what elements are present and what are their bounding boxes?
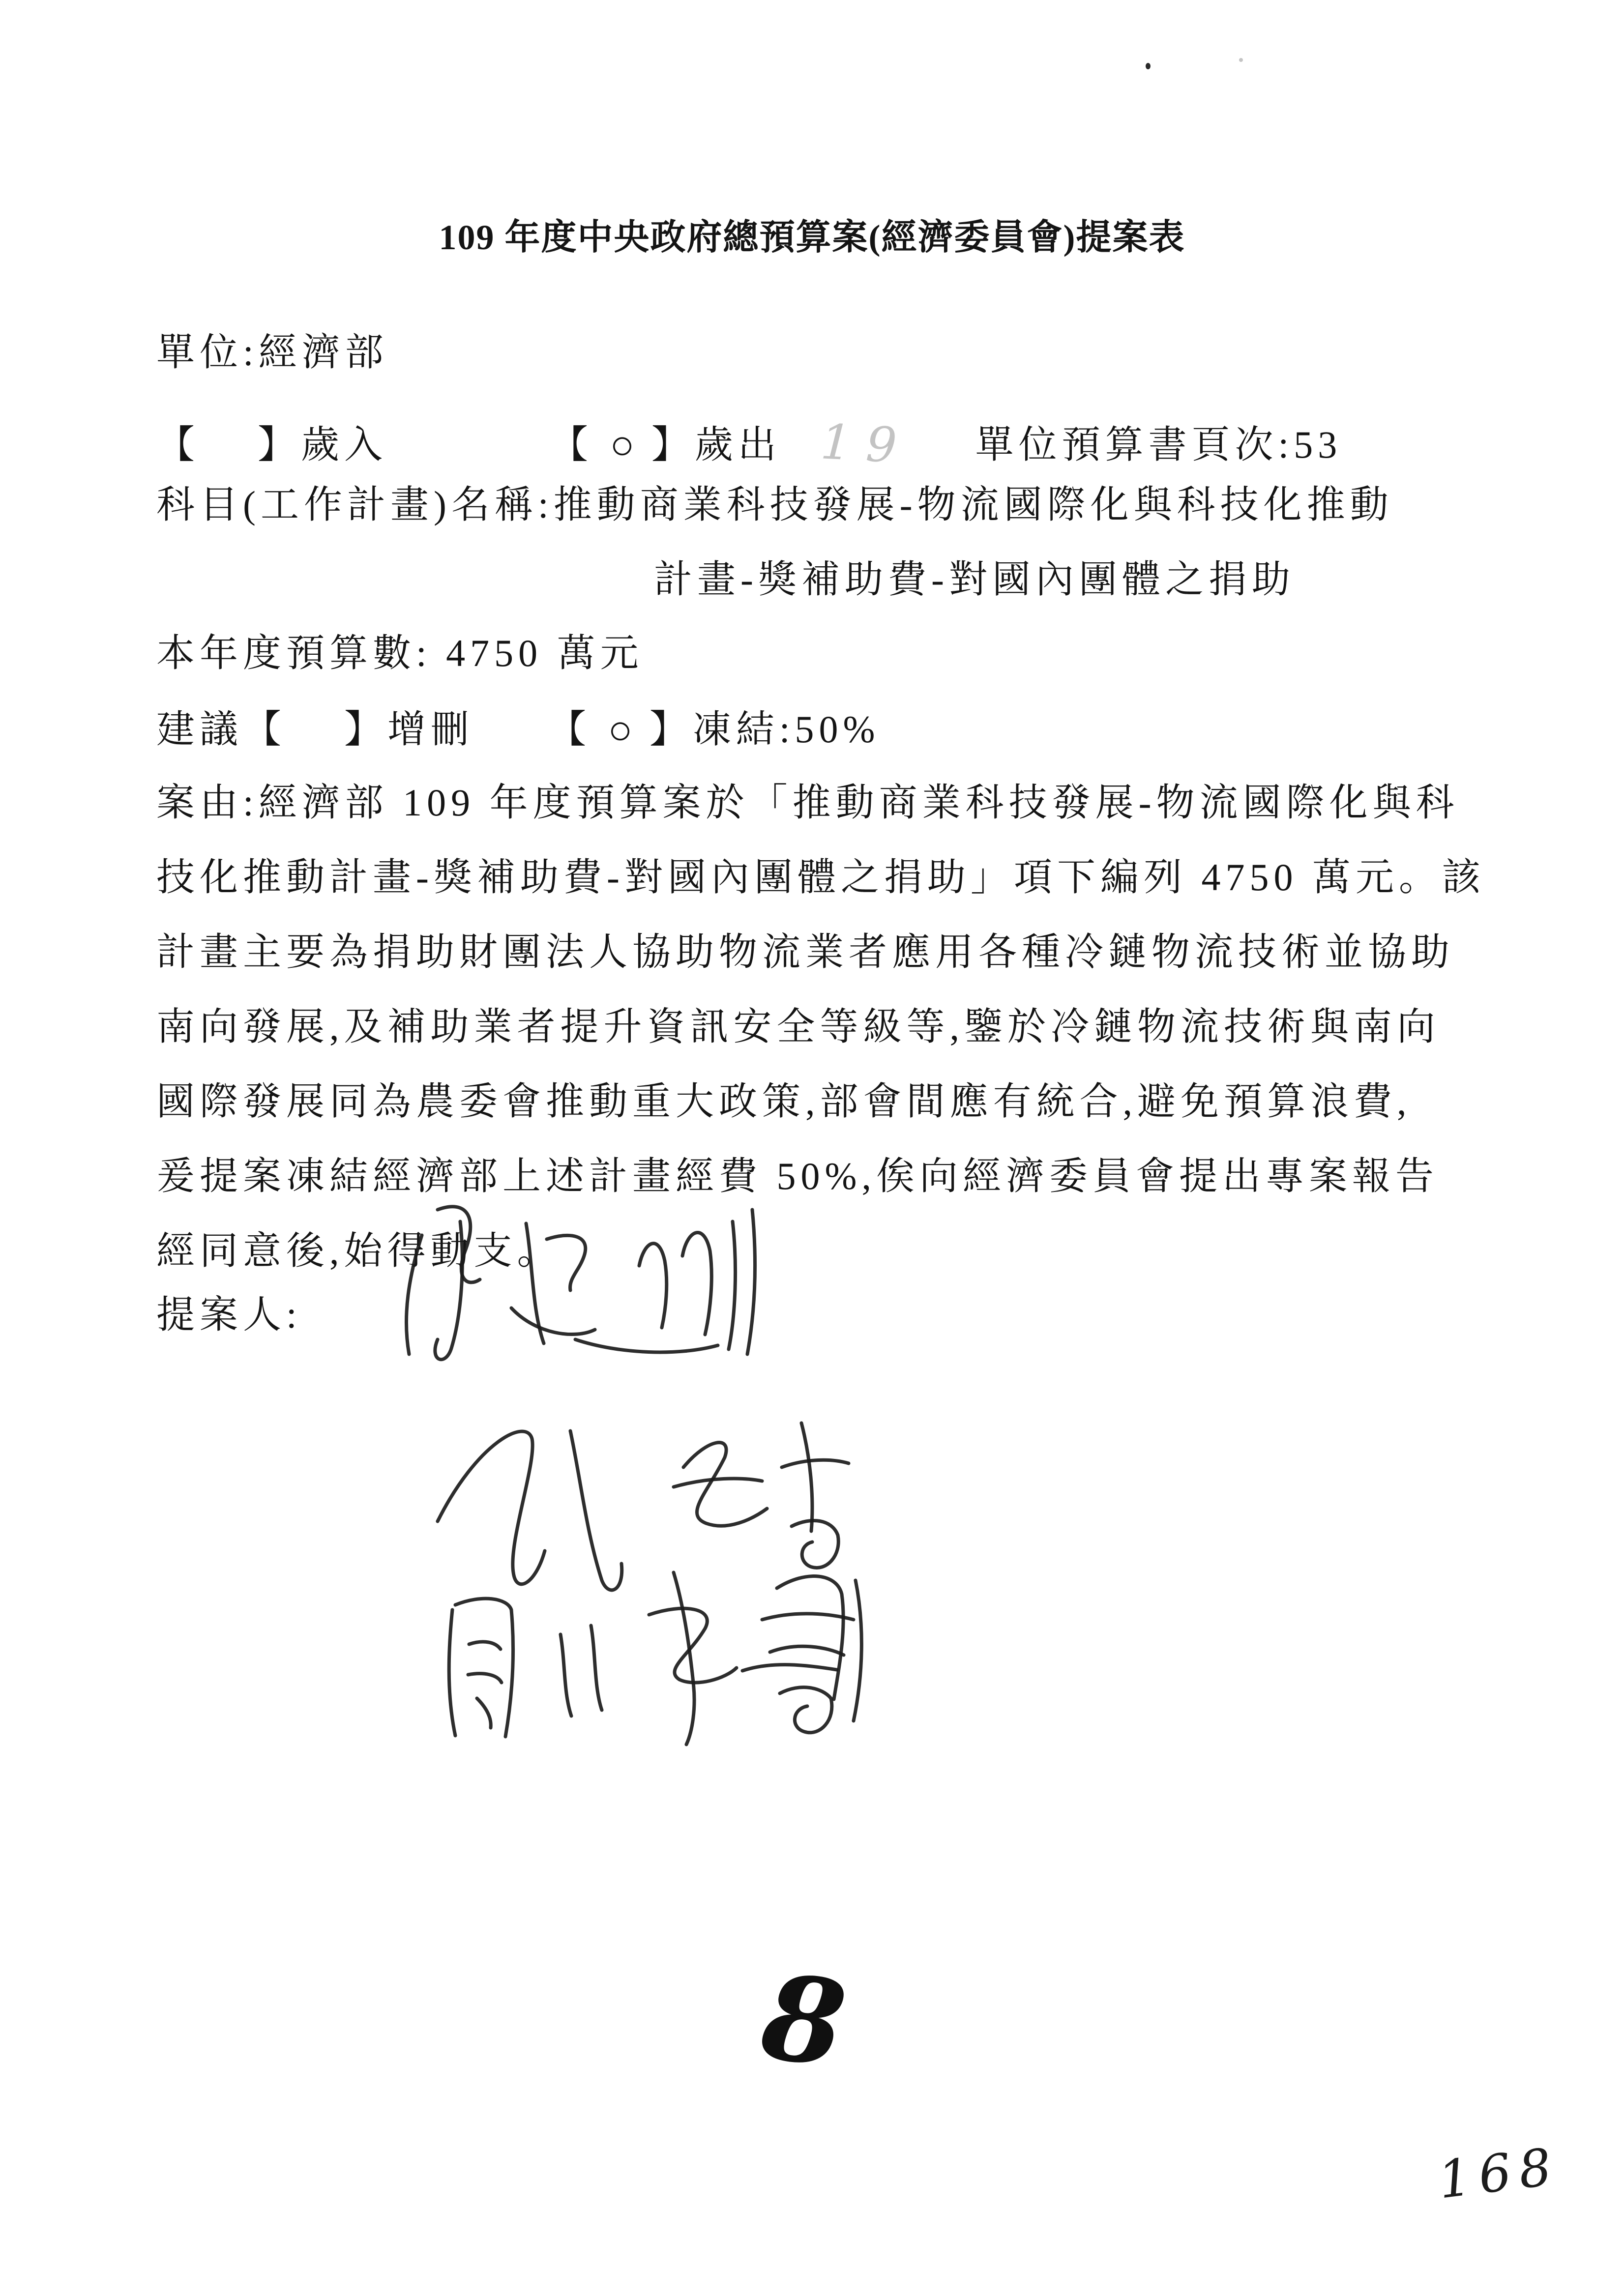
case-line: 國際發展同為農委會推動重大政策,部會間應有統合,避免預算浪費,: [156, 1080, 1412, 1123]
case-line: 技化推動計畫-獎補助費-對國內團體之捐助」項下編列 4750 萬元。該: [156, 856, 1485, 899]
freeze-circle-mark: ○: [608, 707, 633, 753]
budget-book-page-field: 單位預算書頁次:53: [975, 423, 1342, 466]
handwritten-page-number: 168: [1435, 2136, 1563, 2210]
revenue-label: 歲入: [301, 423, 388, 466]
spacer: [286, 729, 344, 730]
spacer: [912, 444, 975, 445]
proposer-label: 提案人:: [156, 1293, 302, 1336]
spacer: [591, 729, 608, 730]
page-title: 109 年度中央政府總預算案(經濟委員會)提案表: [439, 218, 1185, 257]
spacer: [474, 729, 548, 730]
budget-type-row: [156, 414, 1342, 475]
freeze-bracket-open: 【: [548, 708, 591, 751]
handwritten-page-mark: 8: [755, 1947, 853, 2094]
spacer: [387, 444, 550, 445]
freeze-bracket-close: 】: [649, 708, 693, 751]
spacer: [633, 729, 650, 730]
case-line: 計畫主要為捐助財團法人協助物流業者應用各種冷鏈物流技術並協助: [156, 930, 1455, 973]
signature-3: [418, 1541, 910, 1747]
spacer: [593, 444, 610, 445]
scan-speck: [1146, 63, 1151, 69]
case-line: 案由:經濟部 109 年度預算案於「推動商業科技發展-物流國際化與科: [156, 781, 1459, 824]
spacer: [635, 444, 651, 445]
add-delete-label: 增刪: [387, 708, 474, 751]
revenue-bracket-open: 【: [156, 423, 200, 466]
expenditure-label: 歲出: [694, 423, 781, 466]
add-delete-bracket-open: 【: [243, 708, 287, 751]
unit-field: 單位:經濟部: [156, 331, 388, 374]
case-line: 經同意後,始得動支。: [156, 1229, 561, 1272]
expenditure-bracket-close: 】: [651, 423, 695, 466]
subject-field-line1: 科目(工作計畫)名稱:推動商業科技發展-物流國際化與科技化推動: [156, 483, 1393, 526]
add-delete-bracket-close: 】: [344, 708, 388, 751]
scan-speck: [1239, 58, 1243, 62]
suggestion-prefix: 建議: [156, 708, 243, 751]
spacer: [200, 444, 258, 445]
freeze-label: 凍結:50%: [692, 708, 880, 751]
pencil-note: 19: [819, 414, 913, 475]
suggestion-row: [156, 706, 880, 754]
budget-amount-field: 本年度預算數: 4750 萬元: [156, 632, 644, 674]
expenditure-circle-mark: ○: [610, 422, 635, 468]
subject-field-line2: 計畫-獎補助費-對國內團體之捐助: [654, 558, 1295, 601]
expenditure-bracket-open: 【: [550, 423, 593, 466]
revenue-bracket-close: 】: [258, 423, 301, 466]
case-line: 南向發展,及補助業者提升資訊安全等級等,鑒於冷鏈物流技術與南向: [156, 1005, 1441, 1048]
case-line: 爰提案凍結經濟部上述計畫經費 50%,俟向經濟委員會提出專案報告: [156, 1155, 1439, 1197]
signature-1: [364, 1192, 787, 1369]
spacer: [781, 444, 821, 445]
